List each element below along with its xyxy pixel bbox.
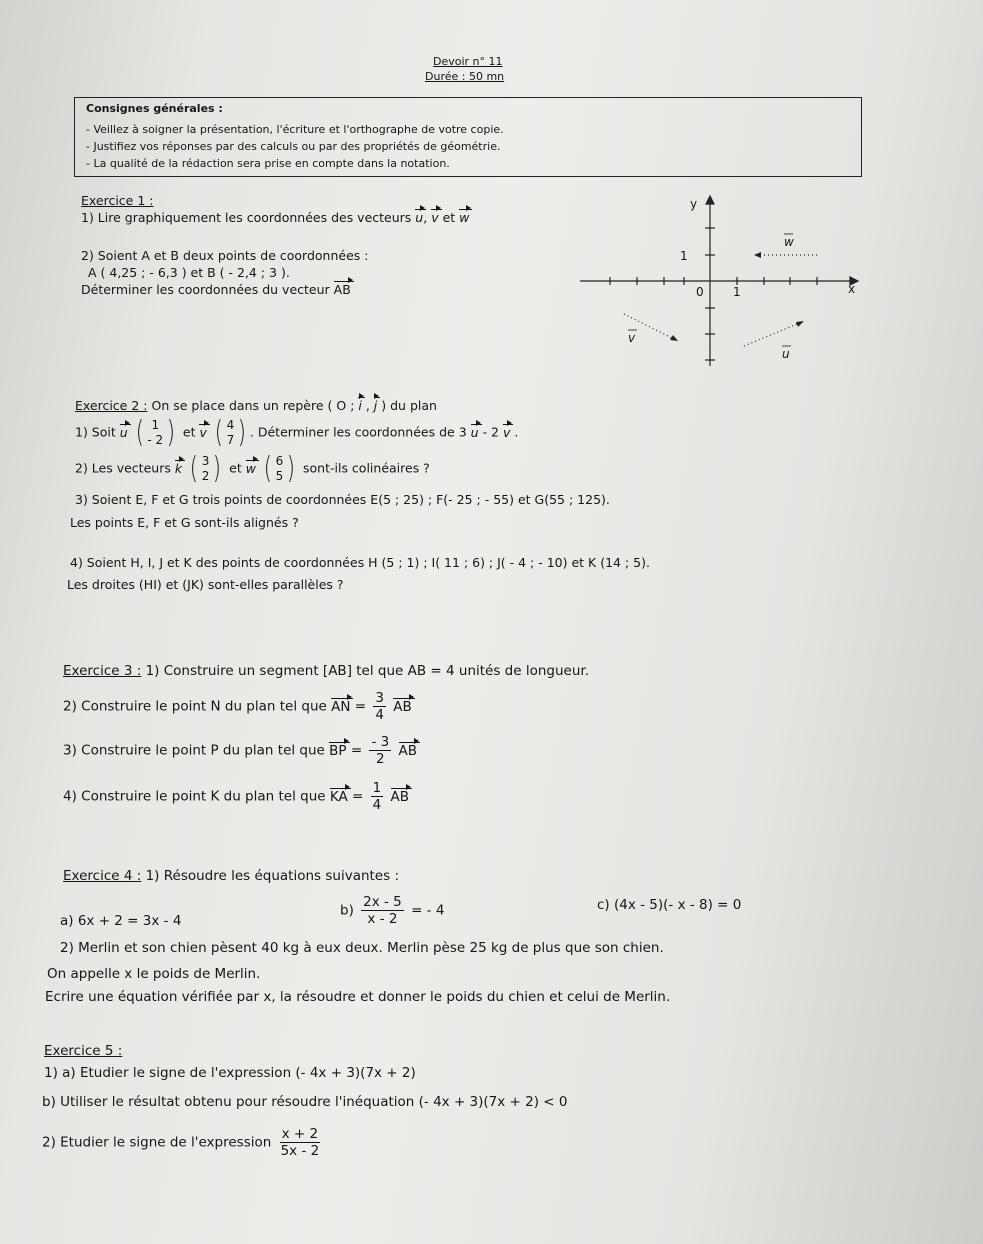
equals: =: [352, 788, 364, 805]
ex3-q4-text: 4) Construire le point K du plan tel que: [63, 788, 326, 805]
ex2-q1: [75, 415, 519, 450]
ex5-q1a: 1) a) Etudier le signe de l'expression (- 4x + 3)(7x + 2): [44, 1065, 416, 1081]
vector-u-arrow: [796, 321, 804, 327]
ex1-q1: 1) Lire graphiquement les coordonnées des vecteurs u, v et w: [81, 210, 470, 225]
ex3-q2: [63, 690, 412, 723]
u-x: 1: [151, 418, 160, 432]
ex2-q1-post: . Déterminer les coordonnées de 3: [249, 424, 467, 440]
v-y: 7: [226, 433, 235, 447]
graph-origin: 0: [696, 285, 704, 299]
ex4-q1: [63, 868, 399, 884]
ex2-q2-post: sont-ils colinéaires ?: [303, 460, 430, 476]
ex4-b-label: b): [340, 902, 354, 919]
ex4-eq-a: a) 6x + 2 = 3x - 4: [60, 913, 182, 929]
ex2-intro: Exercice 2 : On se place dans un repère ( O ; i , j ) du plan: [75, 398, 437, 413]
frac-den: x - 2: [367, 911, 398, 927]
ex4-b-rest: = - 4: [411, 902, 445, 919]
vector-u: u: [415, 210, 424, 225]
ex1-q1-text: 1) Lire graphiquement les coordonnées des vecteurs: [81, 210, 412, 225]
fraction-3-4: [373, 690, 386, 723]
ex1-q2a: 2) Soient A et B deux points de coordonnées :: [81, 248, 369, 263]
ex4-q2b: On appelle x le poids de Merlin.: [47, 966, 261, 982]
matrix-u: ( 1 - 2 ): [135, 415, 176, 450]
vector-v: v: [431, 210, 439, 225]
vector-v: v: [199, 424, 207, 440]
k-x: 3: [201, 454, 210, 468]
vector-u: u: [119, 424, 128, 440]
ex2-q3b: Les points E, F et G sont-ils alignés ?: [70, 515, 299, 530]
ex3-q4: [63, 780, 409, 813]
instruction-line: - Veillez à soigner la présentation, l'écriture et l'orthographe de votre copie.: [86, 123, 504, 136]
vector-bp: BP: [329, 742, 347, 759]
ex2-dot: .: [514, 424, 519, 440]
ex2-q2: [75, 451, 430, 486]
u-y: - 2: [147, 433, 164, 447]
ex1-q2b: A ( 4,25 ; - 6,3 ) et B ( - 2,4 ; 3 ).: [88, 265, 290, 280]
graph-v-label: v: [628, 331, 636, 345]
ex3-q3-text: 3) Construire le point P du plan tel que: [63, 742, 325, 759]
w-x: 6: [275, 454, 284, 468]
vector-ab: AB: [390, 788, 410, 805]
frac-num: - 3: [371, 734, 390, 750]
vector-an: AN: [331, 698, 351, 715]
vector-graph: [580, 188, 880, 368]
ex2-q1-pre: 1) Soit: [75, 424, 116, 440]
instruction-line: - La qualité de la rédaction sera prise en compte dans la notation.: [86, 157, 450, 170]
vector-w: w: [245, 460, 256, 476]
graph-one-x: 1: [733, 285, 741, 299]
vector-ab: AB: [333, 282, 351, 297]
ex2-q4a: 4) Soient H, I, J et K des points de coordonnées H (5 ; 1) ; I( 11 ; 6) ; J( - 4 ; - 10) et K (14 ; 5).: [70, 555, 650, 570]
ex1-q2c-text: Déterminer les coordonnées du vecteur: [81, 282, 330, 297]
ex2-q3a: 3) Soient E, F et G trois points de coordonnées E(5 ; 25) ; F(- 25 ; - 55) et G(55 ; 125).: [75, 492, 610, 507]
frac-den: 2: [376, 751, 385, 767]
ex5-q1b: b) Utiliser le résultat obtenu pour résoudre l'inéquation (- 4x + 3)(7x + 2) < 0: [42, 1094, 568, 1110]
ex3-q1-text: 1) Construire un segment [AB] tel que AB = 4 unités de longueur.: [145, 663, 589, 679]
y-axis-arrow: [706, 196, 714, 204]
v-x: 4: [226, 418, 235, 432]
k-y: 2: [201, 469, 210, 483]
vector-ka: KA: [329, 788, 348, 805]
ex5-q2-text: 2) Etudier le signe de l'expression: [42, 1134, 272, 1151]
fraction-minus3-2: [369, 734, 391, 767]
vector-u-line: [744, 322, 802, 346]
frac-den: 4: [375, 707, 384, 723]
fraction-eq-b: [361, 894, 404, 927]
matrix-v: ( 4 7 ): [214, 415, 247, 450]
graph-x-label: x: [848, 282, 856, 296]
ex4-q2a: 2) Merlin et son chien pèsent 40 kg à eux deux. Merlin pèse 25 kg de plus que son chien.: [60, 940, 664, 956]
matrix-w: ( 6 5 ): [263, 451, 296, 486]
exam-duration: Durée : 50 mn: [425, 70, 505, 83]
ex2-q4b: Les droites (HI) et (JK) sont-elles parallèles ?: [67, 577, 344, 592]
vector-k: k: [174, 460, 183, 476]
vector-i: i: [358, 398, 362, 413]
frac-num: 2x - 5: [363, 894, 402, 910]
ex3-q1: [63, 663, 589, 679]
vector-u: u: [470, 424, 479, 440]
vector-v: v: [502, 424, 511, 440]
matrix-k: ( 3 2 ): [189, 451, 222, 486]
instructions-title: Consignes générales :: [86, 102, 223, 115]
ex2-et: et: [229, 460, 242, 476]
vector-j: j: [373, 398, 378, 413]
ex1-et: et: [442, 210, 456, 225]
equals: =: [350, 742, 363, 759]
equals: =: [354, 698, 367, 715]
frac-num: 1: [372, 780, 382, 796]
vector-w: w: [459, 210, 470, 225]
graph-y-label: y: [690, 197, 698, 211]
ex5-title: Exercice 5 :: [44, 1043, 123, 1059]
ex5-q2: [42, 1126, 324, 1159]
vector-w-arrow: [754, 252, 761, 258]
ex2-q2-pre: 2) Les vecteurs: [75, 460, 171, 476]
ex2-minus2: - 2: [482, 424, 499, 440]
ex3-title: Exercice 3 :: [63, 663, 142, 679]
frac-num: 3: [375, 690, 384, 706]
fraction-1-4: [371, 780, 384, 813]
instruction-line: - Justifiez vos réponses par des calculs ou par des propriétés de géométrie.: [86, 140, 501, 153]
ex4-eq-c: c) (4x - 5)(- x - 8) = 0: [597, 897, 742, 913]
ex2-intro-text: On se place dans un repère ( O ;: [151, 398, 355, 413]
vector-ab: AB: [398, 742, 418, 759]
ex3-q2-text: 2) Construire le point N du plan tel que: [63, 698, 327, 715]
fraction-ex5: [279, 1126, 322, 1159]
ex4-q1-text: 1) Résoudre les équations suivantes :: [145, 868, 399, 884]
frac-num: x + 2: [281, 1126, 319, 1142]
vector-v-arrow: [670, 335, 678, 341]
graph-one-y: 1: [680, 249, 688, 263]
frac-den: 4: [372, 797, 382, 813]
ex4-eq-b: [340, 894, 444, 927]
ex1-q2c: [81, 282, 351, 297]
vector-ab: AB: [393, 698, 412, 715]
ex1-title: Exercice 1 :: [81, 193, 154, 208]
ex3-q3: [63, 734, 417, 767]
frac-den: 5x - 2: [280, 1143, 320, 1159]
exam-title: Devoir n° 11: [433, 55, 503, 68]
ex2-intro-end: ) du plan: [381, 398, 437, 413]
ex2-et: et: [182, 424, 196, 440]
ex4-title: Exercice 4 :: [63, 868, 142, 884]
graph-w-label: w: [784, 235, 794, 249]
w-y: 5: [275, 469, 284, 483]
ex2-title: Exercice 2 :: [75, 398, 148, 413]
ex4-q2c: Ecrire une équation vérifiée par x, la résoudre et donner le poids du chien et celui de Merlin.: [45, 989, 671, 1005]
graph-u-label: u: [782, 347, 790, 361]
